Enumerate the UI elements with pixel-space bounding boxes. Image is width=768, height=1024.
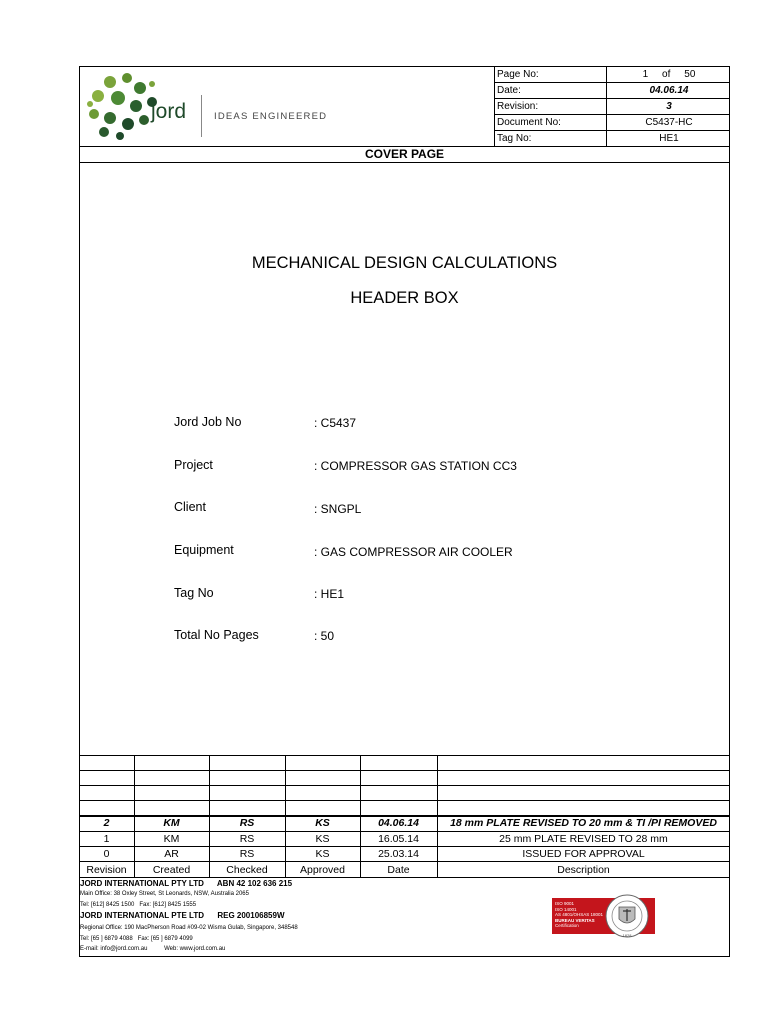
info-label-pages: Total No Pages bbox=[174, 628, 259, 642]
cert-text bbox=[555, 901, 603, 929]
cert-line: Certification bbox=[555, 923, 579, 928]
jord-logo-icon bbox=[82, 68, 162, 142]
rev-cell: 18 mm PLATE REVISED TO 20 mm & TI /PI REMOVED bbox=[450, 817, 717, 829]
rev-cell: ISSUED FOR APPROVAL bbox=[522, 848, 645, 860]
logo-divider bbox=[201, 95, 202, 137]
tagline: IDEAS ENGINEERED bbox=[214, 111, 328, 122]
section-line bbox=[79, 162, 730, 163]
tag-no-label: Tag No: bbox=[497, 133, 532, 144]
rev-cell: 1 bbox=[103, 833, 110, 845]
info-value-equipment: : GAS COMPRESSOR AIR COOLER bbox=[314, 545, 513, 559]
rev-cell: KS bbox=[315, 848, 330, 860]
revision-table-line bbox=[79, 831, 730, 832]
revision-table-line bbox=[79, 785, 730, 786]
revision-label: Revision: bbox=[497, 101, 539, 112]
footer-phone-sg: Tel: [65 ] 6879 4088 Fax: [65 ] 6879 4099 bbox=[80, 936, 193, 942]
revision-table-line bbox=[79, 800, 730, 801]
date-label: Date: bbox=[497, 85, 521, 96]
header-grid-line bbox=[494, 130, 730, 131]
info-value-pages: : 50 bbox=[314, 629, 335, 643]
info-label-tag: Tag No bbox=[174, 586, 214, 600]
rev-cell: KM bbox=[163, 817, 180, 829]
rev-cell: 0 bbox=[103, 848, 110, 860]
info-value-project: : COMPRESSOR GAS STATION CC3 bbox=[314, 459, 517, 473]
info-label-job: Jord Job No bbox=[174, 415, 242, 429]
cert-line: ISO 14001 bbox=[555, 906, 577, 912]
rev-cell: 25.03.14 bbox=[378, 848, 419, 860]
page-no-value: 1 of 50 bbox=[642, 69, 696, 80]
info-label-equipment: Equipment bbox=[174, 543, 234, 557]
cert-year: 1828 bbox=[622, 933, 632, 938]
header-grid-line bbox=[494, 82, 730, 83]
revision-table-line bbox=[79, 877, 730, 878]
footer-company-au: JORD INTERNATIONAL PTY LTD ABN 42 102 636 215 bbox=[80, 879, 293, 888]
rev-cell: AR bbox=[164, 848, 179, 860]
footer-office-sg: Regional Office: 190 MacPherson Road #09-02 Wisma Gulab, Singapore, 348548 bbox=[80, 925, 298, 931]
rev-cell: KS bbox=[315, 817, 330, 829]
rev-cell: RS bbox=[239, 848, 255, 860]
info-value-job: : C5437 bbox=[314, 416, 357, 430]
info-label-client: Client bbox=[174, 500, 206, 514]
rev-header: Date bbox=[387, 864, 410, 876]
document-title: MECHANICAL DESIGN CALCULATIONS bbox=[251, 254, 558, 272]
logo-text: jord bbox=[151, 100, 187, 123]
date-value: 04.06.14 bbox=[649, 85, 689, 96]
rev-cell: KM bbox=[163, 833, 180, 845]
tag-no-value: HE1 bbox=[659, 133, 679, 144]
revision-table-line bbox=[79, 846, 730, 847]
header-grid-line bbox=[606, 66, 607, 146]
revision-table-line bbox=[79, 770, 730, 771]
document-subtitle: HEADER BOX bbox=[350, 289, 459, 307]
header-grid-line bbox=[494, 114, 730, 115]
footer-company-sg: JORD INTERNATIONAL PTE LTD REG 200106859W bbox=[80, 911, 285, 920]
rev-cell: RS bbox=[239, 817, 255, 829]
rev-header: Approved bbox=[300, 864, 345, 876]
revision-table-line bbox=[79, 861, 730, 862]
rev-cell: 2 bbox=[103, 817, 110, 829]
header-grid-line bbox=[494, 98, 730, 99]
page-no-label: Page No: bbox=[497, 69, 539, 80]
section-title: COVER PAGE bbox=[364, 147, 445, 161]
rev-cell: 16.05.14 bbox=[378, 833, 419, 845]
cert-line: AS 4801/OHSAS 18001 bbox=[555, 912, 604, 917]
footer-office-au: Main Office: 38 Oxley Street, St Leonards, NSW, Australia 2065 bbox=[80, 891, 249, 897]
revision-table-line bbox=[79, 755, 730, 756]
header-grid-line bbox=[494, 66, 495, 146]
document-no-label: Document No: bbox=[497, 117, 561, 128]
rev-cell: KS bbox=[315, 833, 330, 845]
rev-header: Created bbox=[152, 864, 191, 876]
info-value-client: : SNGPL bbox=[314, 502, 362, 516]
document-no-value: C5437-HC bbox=[645, 117, 693, 128]
rev-header: Description bbox=[557, 864, 610, 876]
info-label-project: Project bbox=[174, 458, 213, 472]
info-value-tag: : HE1 bbox=[314, 587, 345, 601]
rev-header: Checked bbox=[226, 864, 268, 876]
footer-phone-au: Tel: [612] 8425 1500 Fax: [612] 8425 1555 bbox=[80, 902, 197, 908]
cert-line: BUREAU VERITAS bbox=[555, 917, 595, 923]
rev-cell: 25 mm PLATE REVISED TO 28 mm bbox=[499, 833, 668, 845]
rev-cell: 04.06.14 bbox=[378, 817, 419, 829]
footer-web: E-mail: info@jord.com.au Web: www.jord.com.au bbox=[80, 946, 226, 952]
rev-cell: RS bbox=[239, 833, 255, 845]
rev-header: Revision bbox=[86, 864, 127, 876]
cert-line: ISO 9001 bbox=[555, 901, 575, 906]
revision-value: 3 bbox=[666, 101, 672, 112]
